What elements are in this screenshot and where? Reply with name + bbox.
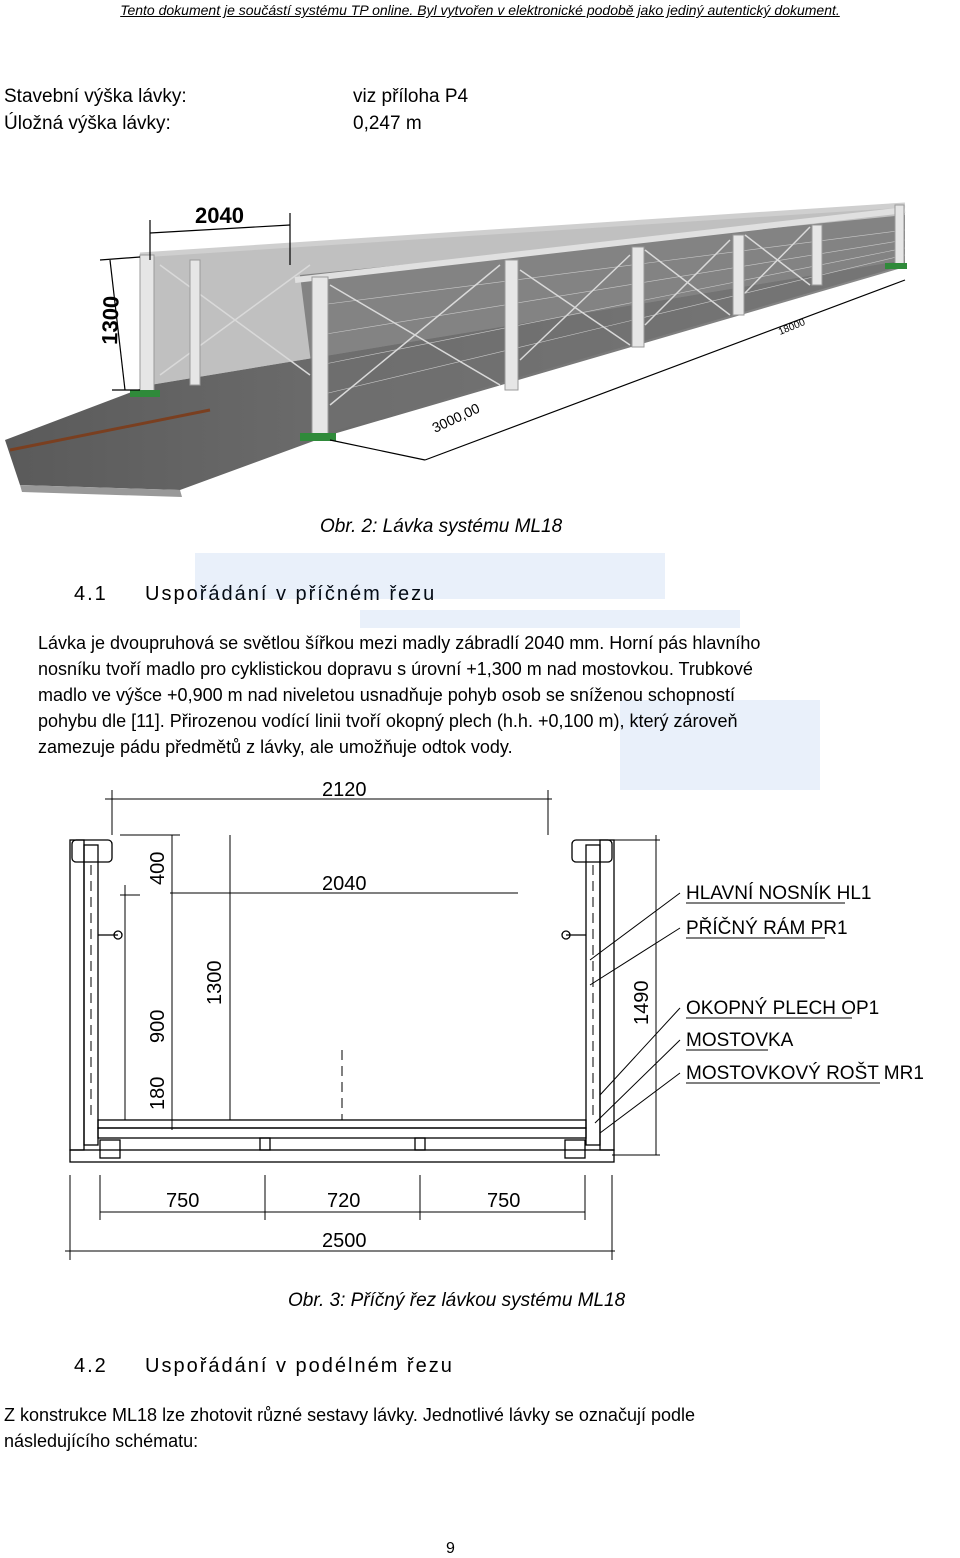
- figure2-caption: Obr. 2: Lávka systému ML18: [320, 516, 563, 537]
- paragraph-line: Z konstrukce ML18 lze zhotovit různé sestavy lávky. Jednotlivé lávky se označují podle: [4, 1405, 695, 1425]
- watermark-shape: [360, 610, 740, 628]
- spec-value-construction-height: viz příloha P4: [353, 86, 469, 107]
- dim-2120: 2120: [322, 779, 367, 801]
- dim-2500: 2500: [322, 1230, 367, 1252]
- paragraph-line: madlo ve výšce +0,900 m nad niveletou usnadňuje pohyb osob se sníženou schopností: [38, 685, 735, 705]
- dim-height-label: 1300: [97, 295, 124, 346]
- document-authenticity-note: Tento dokument je součástí systému TP online. Byl vytvořen v elektronické podobě jako jediný autentický dokument.: [120, 2, 840, 18]
- footbridge-3d-figure: [0, 185, 960, 505]
- dim-720: 720: [327, 1190, 361, 1212]
- right-main-girder: [600, 840, 614, 1150]
- section-4-2-paragraph: [4, 1402, 899, 1454]
- section-4-1-number: 4.1: [74, 583, 108, 605]
- dim-180: 180: [147, 1076, 169, 1110]
- section-4-2-title: Uspořádání v podélném řezu: [145, 1355, 454, 1377]
- bottom-cross-frame: [70, 1150, 614, 1162]
- bearing-pad: [130, 390, 160, 397]
- dim-length-label: 18000: [777, 317, 807, 338]
- dim-750-left: 750: [166, 1190, 200, 1212]
- paragraph-line: následujícího schématu:: [4, 1431, 199, 1451]
- dim-1490: 1490: [631, 980, 653, 1025]
- spec-label-storage-height: Úložná výška lávky:: [4, 113, 171, 134]
- section-4-1-title: Uspořádání v příčném řezu: [145, 583, 437, 605]
- paragraph-line: nosníku tvoří madlo pro cyklistickou dopravu s úrovní +1,300 m nad mostovkou. Trubkové: [38, 659, 753, 679]
- label-deck-grating: MOSTOVKOVÝ ROŠT MR1: [686, 1063, 924, 1084]
- label-cross-frame: PŘÍČNÝ RÁM PR1: [686, 918, 848, 939]
- deck-plate: [98, 1120, 586, 1128]
- dim-width-label: 2040: [195, 203, 244, 228]
- paragraph-line: Lávka je dvoupruhová se světlou šířkou mezi madly zábradlí 2040 mm. Horní pás hlavního: [38, 633, 761, 653]
- dim-400: 400: [147, 851, 169, 885]
- paragraph-line: zamezuje pádu předmětů z lávky, ale umožňuje odtok vody.: [38, 737, 513, 757]
- label-deck: MOSTOVKA: [686, 1030, 794, 1051]
- label-main-girder: HLAVNÍ NOSNÍK HL1: [686, 883, 872, 904]
- page-number: 9: [446, 1540, 455, 1557]
- deck-grating: [98, 1128, 586, 1138]
- right-handrail-cap: [572, 840, 612, 862]
- dim-900: 900: [147, 1009, 169, 1043]
- dim-2040: 2040: [322, 873, 367, 895]
- cross-section-drawing: [0, 775, 960, 1275]
- dim-span-label: 3000,00: [429, 399, 483, 436]
- section-4-1-paragraph: [38, 630, 899, 760]
- dim-750-right: 750: [487, 1190, 521, 1212]
- section-4-2-number: 4.2: [74, 1355, 108, 1377]
- label-kick-plate: OKOPNÝ PLECH OP1: [686, 998, 880, 1019]
- left-handrail-cap: [72, 840, 112, 862]
- spec-value-storage-height: 0,247 m: [353, 113, 422, 134]
- left-main-girder: [70, 840, 84, 1150]
- spec-label-construction-height: Stavební výška lávky:: [4, 86, 187, 107]
- figure3-caption: Obr. 3: Příčný řez lávkou systému ML18: [288, 1290, 626, 1311]
- paragraph-line: pohybu dle [11]. Přirozenou vodící linii tvoří okopný plech (h.h. +0,100 m), který zároveň: [38, 711, 738, 731]
- dim-1300: 1300: [204, 960, 226, 1005]
- watermark-shape: [195, 553, 665, 599]
- bearing-pad: [885, 263, 907, 269]
